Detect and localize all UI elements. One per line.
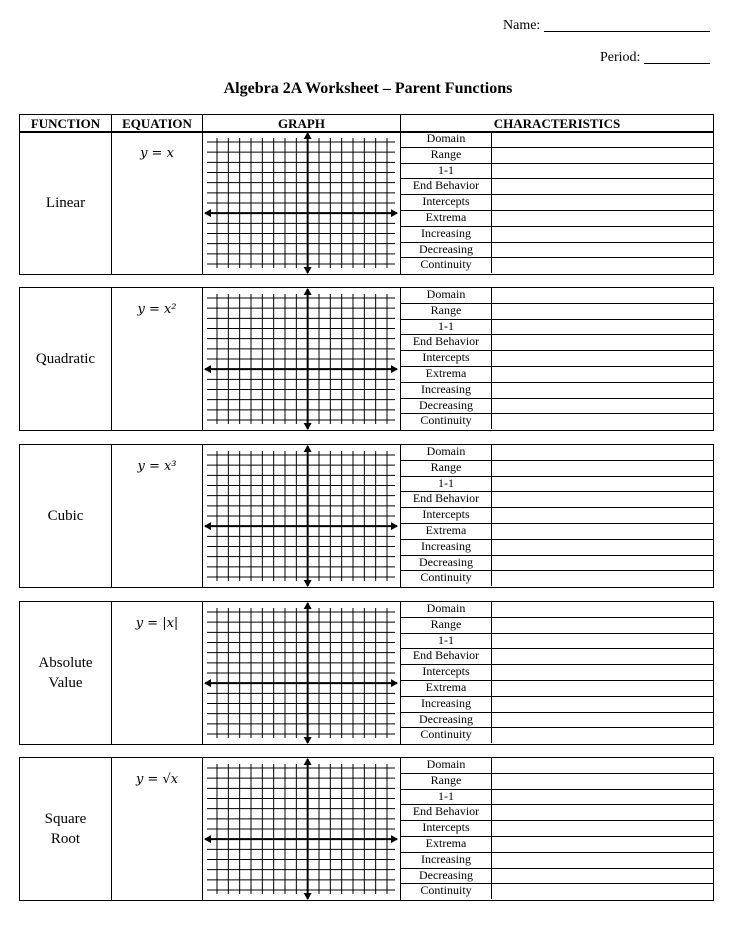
graph-cell (203, 445, 401, 588)
characteristic-label: Continuity (401, 258, 492, 273)
characteristic-row (401, 758, 714, 773)
coordinate-grid[interactable] (203, 132, 399, 274)
characteristic-row (401, 210, 714, 226)
characteristic-answer[interactable] (492, 821, 715, 837)
characteristic-row (401, 335, 714, 351)
characteristic-row (401, 571, 714, 586)
characteristic-answer[interactable] (492, 696, 715, 712)
function-block (19, 444, 714, 588)
characteristic-row (401, 712, 714, 728)
characteristic-label: 1-1 (401, 789, 492, 805)
characteristic-answer[interactable] (492, 319, 715, 335)
function-name-line: Linear (45, 195, 86, 211)
characteristic-label: Increasing (401, 382, 492, 398)
characteristic-row (401, 680, 714, 696)
function-equation: y = x² (137, 302, 177, 317)
x-axis-arrow-left (204, 209, 211, 217)
equation-cell (112, 445, 203, 588)
x-axis-arrow-left (204, 679, 211, 687)
characteristic-label: Continuity (401, 414, 492, 429)
y-axis-arrow-up (304, 288, 312, 295)
period-blank[interactable] (644, 49, 710, 64)
characteristic-label: End Behavior (401, 805, 492, 821)
characteristic-answer[interactable] (492, 147, 715, 163)
characteristic-row (401, 163, 714, 179)
y-axis-arrow-up (304, 132, 312, 139)
characteristic-answer[interactable] (492, 571, 715, 586)
characteristics-cell (401, 288, 714, 431)
characteristic-row (401, 382, 714, 398)
characteristic-answer[interactable] (492, 836, 715, 852)
y-axis-arrow-up (304, 602, 312, 609)
column-header-equation: EQUATION (112, 115, 203, 133)
characteristic-answer[interactable] (492, 476, 715, 492)
characteristic-label: Continuity (401, 884, 492, 899)
graph-cell (203, 132, 401, 275)
function-name (20, 132, 112, 275)
characteristic-label: End Behavior (401, 649, 492, 665)
characteristic-answer[interactable] (492, 712, 715, 728)
characteristic-label: Decreasing (401, 712, 492, 728)
characteristic-row (401, 414, 714, 429)
function-name (20, 758, 112, 901)
characteristic-answer[interactable] (492, 602, 715, 617)
characteristic-label: Intercepts (401, 195, 492, 211)
characteristic-row (401, 476, 714, 492)
x-axis-arrow-right (391, 835, 398, 843)
characteristic-row (401, 147, 714, 163)
period-field[interactable] (600, 49, 710, 66)
equation-cell (112, 132, 203, 275)
characteristic-label: 1-1 (401, 476, 492, 492)
characteristic-row (401, 351, 714, 367)
x-axis-arrow-right (391, 365, 398, 373)
characteristic-answer[interactable] (492, 366, 715, 382)
characteristic-row (401, 539, 714, 555)
coordinate-grid[interactable] (203, 602, 399, 744)
characteristic-answer[interactable] (492, 226, 715, 242)
characteristic-answer[interactable] (492, 195, 715, 211)
characteristic-answer[interactable] (492, 884, 715, 899)
function-name (20, 602, 112, 745)
function-name (20, 445, 112, 588)
characteristic-label: Extrema (401, 836, 492, 852)
characteristic-answer[interactable] (492, 868, 715, 884)
function-name-line: Square (44, 811, 87, 827)
characteristic-label: Intercepts (401, 665, 492, 681)
coordinate-grid[interactable] (203, 445, 399, 587)
characteristic-answer[interactable] (492, 258, 715, 273)
y-axis-arrow-down (304, 423, 312, 430)
characteristic-answer[interactable] (492, 649, 715, 665)
characteristic-row (401, 492, 714, 508)
characteristic-row (401, 460, 714, 476)
name-label: Name: (503, 18, 541, 33)
function-name-line: Cubic (47, 508, 84, 524)
characteristic-answer[interactable] (492, 523, 715, 539)
function-name-line: Root (50, 831, 81, 847)
characteristic-row (401, 179, 714, 195)
graph-cell (203, 602, 401, 745)
coordinate-grid[interactable] (203, 288, 399, 430)
column-header-graph: GRAPH (203, 115, 401, 133)
characteristic-answer[interactable] (492, 242, 715, 258)
characteristic-label: Range (401, 303, 492, 319)
characteristic-row (401, 508, 714, 524)
characteristic-label: Increasing (401, 696, 492, 712)
coordinate-grid[interactable] (203, 758, 399, 900)
characteristic-row (401, 398, 714, 414)
characteristic-row (401, 132, 714, 147)
characteristic-label: Decreasing (401, 868, 492, 884)
characteristics-table (401, 288, 714, 429)
characteristic-label: Increasing (401, 226, 492, 242)
equation-cell (112, 758, 203, 901)
characteristics-table (401, 758, 714, 899)
name-blank[interactable] (544, 17, 710, 32)
characteristic-label: End Behavior (401, 492, 492, 508)
characteristic-row (401, 821, 714, 837)
y-axis-arrow-down (304, 267, 312, 274)
x-axis-arrow-right (391, 679, 398, 687)
characteristic-row (401, 226, 714, 242)
characteristic-label: 1-1 (401, 319, 492, 335)
characteristic-row (401, 523, 714, 539)
function-block (19, 131, 714, 275)
characteristic-answer[interactable] (492, 555, 715, 571)
x-axis-arrow-left (204, 522, 211, 530)
characteristic-answer[interactable] (492, 288, 715, 303)
characteristic-row (401, 195, 714, 211)
characteristics-table (401, 445, 714, 586)
characteristic-row (401, 836, 714, 852)
characteristic-label: Decreasing (401, 242, 492, 258)
function-block (19, 287, 714, 431)
characteristic-row (401, 868, 714, 884)
characteristic-row (401, 303, 714, 319)
characteristics-cell (401, 445, 714, 588)
characteristic-label: Domain (401, 445, 492, 460)
characteristic-row (401, 789, 714, 805)
function-name-line: Quadratic (35, 351, 96, 367)
characteristic-label: Increasing (401, 539, 492, 555)
characteristic-answer[interactable] (492, 665, 715, 681)
y-axis-arrow-down (304, 737, 312, 744)
characteristic-label: Extrema (401, 366, 492, 382)
x-axis-arrow-right (391, 209, 398, 217)
y-axis-arrow-up (304, 758, 312, 765)
function-equation: y = √x (135, 772, 179, 787)
x-axis-arrow-left (204, 835, 211, 843)
characteristic-row (401, 288, 714, 303)
characteristic-answer[interactable] (492, 132, 715, 147)
function-equation: y = |x| (135, 616, 179, 631)
x-axis-arrow-right (391, 522, 398, 530)
function-name (20, 288, 112, 431)
function-block (19, 757, 714, 901)
characteristic-answer[interactable] (492, 492, 715, 508)
characteristic-row (401, 258, 714, 273)
characteristic-row (401, 242, 714, 258)
characteristic-row (401, 852, 714, 868)
characteristic-row (401, 649, 714, 665)
characteristic-row (401, 805, 714, 821)
characteristics-cell (401, 758, 714, 901)
function-name-line: Absolute (38, 655, 93, 671)
characteristic-answer[interactable] (492, 303, 715, 319)
characteristic-answer[interactable] (492, 163, 715, 179)
characteristic-row (401, 633, 714, 649)
characteristic-label: Domain (401, 602, 492, 617)
graph-cell (203, 758, 401, 901)
graph-cell (203, 288, 401, 431)
characteristic-row (401, 319, 714, 335)
characteristic-label: Decreasing (401, 398, 492, 414)
characteristic-row (401, 884, 714, 899)
characteristic-row (401, 728, 714, 743)
characteristic-label: Range (401, 773, 492, 789)
characteristic-label: Extrema (401, 523, 492, 539)
characteristic-label: Intercepts (401, 351, 492, 367)
name-field[interactable] (503, 17, 710, 34)
function-name-line: Value (48, 675, 83, 691)
characteristic-label: Decreasing (401, 555, 492, 571)
characteristic-label: 1-1 (401, 163, 492, 179)
characteristic-label: 1-1 (401, 633, 492, 649)
characteristic-row (401, 773, 714, 789)
characteristic-answer[interactable] (492, 398, 715, 414)
characteristic-answer[interactable] (492, 460, 715, 476)
characteristic-answer[interactable] (492, 680, 715, 696)
characteristic-label: End Behavior (401, 179, 492, 195)
characteristic-answer[interactable] (492, 445, 715, 460)
x-axis-arrow-left (204, 365, 211, 373)
characteristic-label: Domain (401, 132, 492, 147)
characteristic-label: Extrema (401, 210, 492, 226)
characteristic-answer[interactable] (492, 789, 715, 805)
characteristic-answer[interactable] (492, 773, 715, 789)
characteristic-answer[interactable] (492, 805, 715, 821)
characteristic-answer[interactable] (492, 633, 715, 649)
characteristics-cell (401, 602, 714, 745)
characteristic-label: Domain (401, 758, 492, 773)
characteristic-answer[interactable] (492, 758, 715, 773)
characteristic-answer[interactable] (492, 508, 715, 524)
column-header-characteristics: CHARACTERISTICS (401, 115, 714, 133)
characteristic-label: Increasing (401, 852, 492, 868)
function-block (19, 601, 714, 745)
y-axis-arrow-up (304, 445, 312, 452)
characteristics-cell (401, 132, 714, 275)
characteristic-row (401, 602, 714, 617)
characteristics-table (401, 602, 714, 743)
function-equation: y = x (140, 146, 174, 161)
characteristic-label: Intercepts (401, 821, 492, 837)
column-header-function: FUNCTION (20, 115, 112, 133)
characteristic-label: Intercepts (401, 508, 492, 524)
characteristic-label: Range (401, 147, 492, 163)
characteristic-row (401, 665, 714, 681)
function-equation: y = x³ (137, 459, 177, 474)
characteristics-table (401, 132, 714, 273)
characteristic-row (401, 617, 714, 633)
characteristic-label: Extrema (401, 680, 492, 696)
characteristic-row (401, 445, 714, 460)
characteristic-answer[interactable] (492, 335, 715, 351)
characteristic-label: Continuity (401, 728, 492, 743)
characteristic-answer[interactable] (492, 617, 715, 633)
characteristic-answer[interactable] (492, 179, 715, 195)
characteristic-label: Continuity (401, 571, 492, 586)
characteristic-answer[interactable] (492, 210, 715, 226)
characteristic-answer[interactable] (492, 852, 715, 868)
characteristic-label: Range (401, 460, 492, 476)
equation-cell (112, 288, 203, 431)
y-axis-arrow-down (304, 580, 312, 587)
characteristic-label: Domain (401, 288, 492, 303)
characteristic-answer[interactable] (492, 539, 715, 555)
characteristic-row (401, 555, 714, 571)
equation-cell (112, 602, 203, 745)
characteristic-label: End Behavior (401, 335, 492, 351)
characteristic-label: Range (401, 617, 492, 633)
characteristic-answer[interactable] (492, 382, 715, 398)
characteristic-row (401, 696, 714, 712)
period-label: Period: (600, 50, 641, 65)
y-axis-arrow-down (304, 893, 312, 900)
characteristic-row (401, 366, 714, 382)
characteristic-answer[interactable] (492, 728, 715, 743)
characteristic-answer[interactable] (492, 414, 715, 429)
characteristic-answer[interactable] (492, 351, 715, 367)
worksheet-title: Algebra 2A Worksheet – Parent Functions (223, 80, 513, 97)
